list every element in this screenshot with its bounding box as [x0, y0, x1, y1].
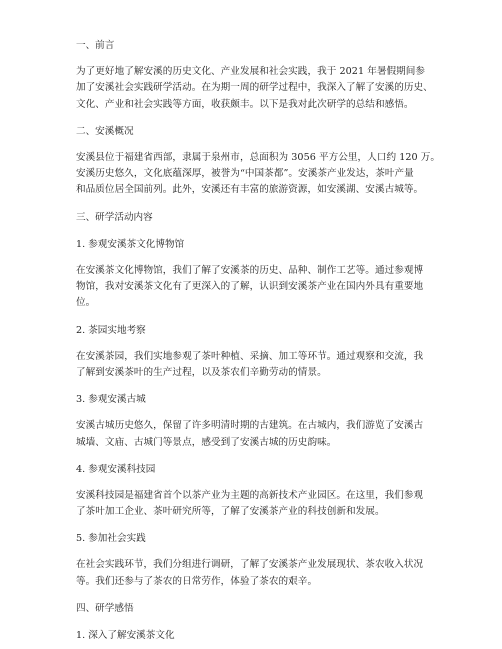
activity-paragraph: [76, 349, 444, 382]
paragraph-line: 了茶叶加工企业、茶叶研究所等，了解了安溪茶产业的科技创新和发展。: [76, 506, 385, 518]
overview-paragraph: [76, 150, 444, 199]
paragraph-line: 安溪科技园是福建省首个以茶产业为主题的高新技术产业园区。在这里，我们参观: [76, 489, 424, 501]
paragraph-line: 等。我们还参与了茶农的日常劳作，体验了茶农的艰辛。: [76, 575, 318, 587]
paragraph-line: 城墙、文庙、古城门等景点，感受到了安溪古城的历史韵味。: [76, 436, 337, 448]
paragraph-line: 和品质位居全国前列。此外，安溪还有丰富的旅游资源，如安溪湖、安溪古城等。: [76, 184, 424, 196]
activity-title: 3. 参观安溪古城: [76, 394, 146, 406]
section-heading-reflections: 四、研学感悟: [76, 603, 134, 615]
activity-paragraph: [76, 557, 444, 590]
activity-paragraph: [76, 263, 444, 312]
activity-paragraph: [76, 418, 444, 451]
paragraph-line: 物馆，我对安溪茶文化有了更深入的了解，认识到安溪茶产业在国内外具有重要地: [76, 281, 424, 293]
paragraph-line: 文化、产业和社会实践等方面，收获颇丰。以下是我对此次研学的总结和感悟。: [76, 98, 414, 110]
paragraph-line: 在社会实践环节，我们分组进行调研，了解了安溪茶产业发展现状、茶农收入状况: [76, 559, 424, 571]
paragraph-line: 在安溪茶文化博物馆，我们了解了安溪茶的历史、品种、制作工艺等。通过参观博: [76, 264, 424, 276]
section-heading-overview: 二、安溪概况: [76, 125, 134, 137]
paragraph-line: 位。: [76, 297, 96, 309]
activity-title: 1. 参观安溪茶文化博物馆: [76, 238, 185, 250]
activity-title: 5. 参加社会实践: [76, 533, 146, 545]
activity-title: 2. 茶园实地考察: [76, 324, 146, 336]
activity-paragraph: [76, 488, 444, 521]
activity-title: 4. 参观安溪科技园: [76, 463, 156, 475]
paragraph-line: 安溪古城历史悠久，保留了许多明清时期的古建筑。在古城内，我们游览了安溪古: [76, 420, 424, 432]
paragraph-line: 加了安溪社会实践研学活动。在为期一周的研学过程中，我深入了解了安溪的历史、: [76, 82, 433, 94]
reflection-title: 1. 深入了解安溪茶文化: [76, 630, 175, 642]
paragraph-line: 了解到安溪茶叶的生产过程，以及茶农们辛勤劳动的情景。: [76, 366, 327, 378]
paragraph-line: 为了更好地了解安溪的历史文化、产业发展和社会实践，我于 2021 年暑假期间参: [76, 66, 426, 77]
section-heading-activities: 三、研学活动内容: [76, 211, 153, 223]
section-heading-preface: 一、前言: [76, 40, 115, 51]
paragraph-line: 在安溪茶园，我们实地参观了茶叶种植、采摘、加工等环节。通过观察和交流，我: [76, 350, 424, 362]
paragraph-line: 安溪历史悠久，文化底蕴深厚，被誉为“中国茶都”。安溪茶产业发达，茶叶产量: [76, 168, 414, 180]
preface-paragraph: [76, 64, 444, 113]
paragraph-line: 安溪县位于福建省西部，隶属于泉州市，总面积为 3056 平方公里，人口约 120 万。: [76, 151, 441, 163]
